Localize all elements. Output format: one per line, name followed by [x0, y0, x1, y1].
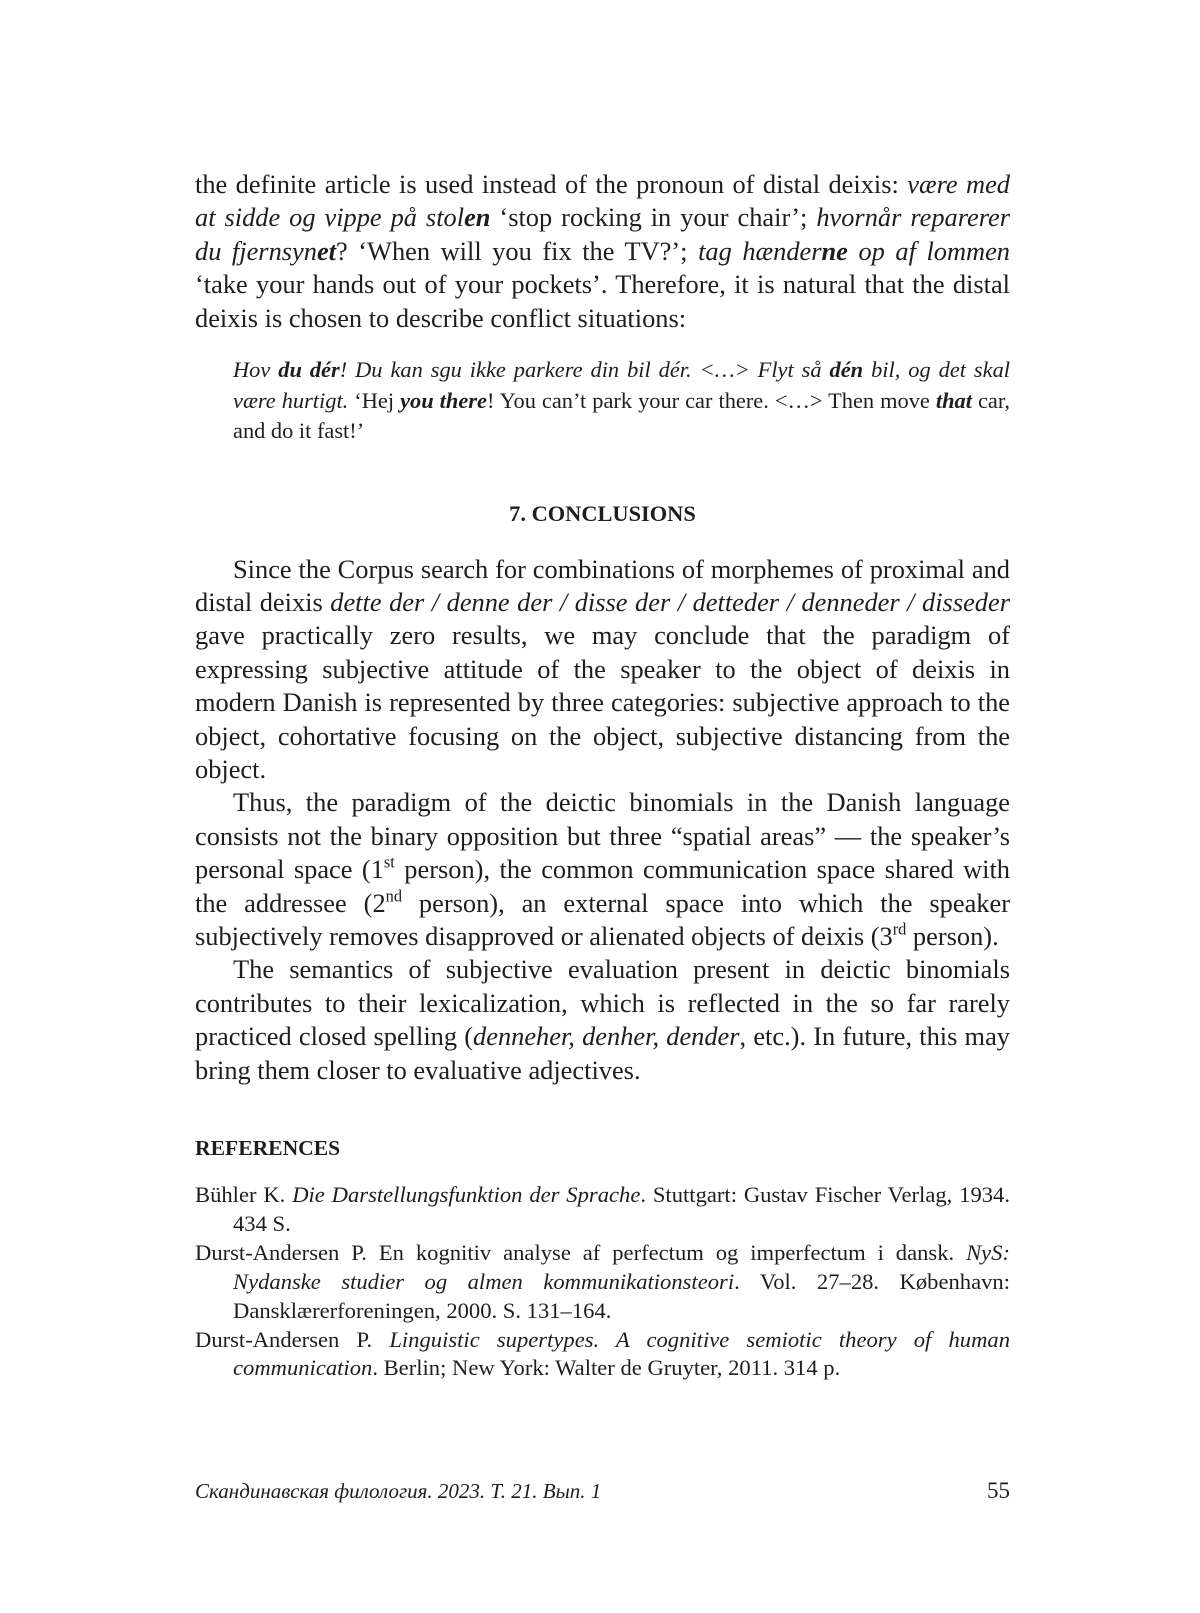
text-run: Durst-Andersen P. En kognitiv analyse af perfectum og imperfectum i dansk. [195, 1239, 967, 1265]
text-run: ! You can’t park your car there. <…> Then move [486, 387, 936, 413]
text-run: bil, og det skal være hurtigt. [233, 357, 1010, 413]
page-footer [195, 1476, 1010, 1506]
text-run: du dér [278, 357, 340, 383]
text-run: you there [400, 387, 487, 413]
text-run: en [464, 202, 491, 233]
text-run: person). [906, 921, 999, 951]
text-run: Since the Corpus search for combinations of morphemes of proximal and distal deixis [195, 553, 1010, 617]
text-run: . Berlin; New York: Walter de Gruyter, 2011. 314 p. [372, 1355, 841, 1381]
text-run: NyS: Nydanske studier og almen kommunikationsteori [233, 1239, 1010, 1294]
reference-item [195, 1181, 1010, 1239]
example-quote [233, 355, 1010, 447]
text-run: denneher, denher, dender [473, 1021, 740, 1052]
text-run: car, and do it fast!’ [233, 387, 1010, 444]
conclusion-paragraph-3 [195, 953, 1010, 1087]
text-run: person), the common communication space shared with the addressee (2 [195, 854, 1010, 918]
text-run: Hov [233, 357, 279, 383]
section-heading: 7. CONCLUSIONS [509, 500, 696, 526]
text-run: Die Darstellungsfunktion der Sprache [292, 1182, 641, 1208]
text-run: The semantics of subjective evaluation present in deictic binomials contributes to their lexicalization, which is reflected in the so far rarely practiced closed spelling ( [195, 954, 1010, 1052]
text-run: . Vol. 27–28. København: Dansklærerforeningen, 2000. S. 131–164. [233, 1268, 1010, 1323]
page-number: 55 [987, 1478, 1010, 1503]
text-run: tag hænder [698, 235, 822, 266]
text-run: Linguistic supertypes. A cognitive semiotic theory of human communication [233, 1326, 1010, 1381]
references-list [195, 1181, 1010, 1383]
superscript: nd [385, 885, 402, 905]
text-run: ? ‘When will you fix the TV?’; [336, 235, 699, 266]
reference-item [195, 1239, 1010, 1326]
text-run: ne [821, 235, 848, 266]
journal-citation: Скандинавская филология. 2023. Т. 21. Вып. 1 [195, 1479, 602, 1503]
text-run: dette der / denne der / disse der / detteder / denneder / disseder [330, 586, 1010, 617]
text-run: Thus, the paradigm of the deictic binomials in the Danish language consists not the binary opposition but three “spatial areas” — the speaker’s personal space (1 [195, 787, 1010, 885]
text-run: person), an external space into which the speaker subjectively removes disapproved or alienated objects of deixis (3 [195, 887, 1010, 951]
text-run: gave practically zero results, we may conclude that the paradigm of expressing subjective attitude of the speaker to the object of deixis in modern Danish is represented by three categories: subjective approach to the object, cohortative focusing on the object, subjective distancing from the object. [195, 620, 1010, 784]
references-heading: REFERENCES [195, 1136, 341, 1161]
text-run: hvornår reparerer du fjernsyn [195, 202, 1010, 266]
text-run: et [316, 235, 337, 266]
text-run: ‘stop rocking in your chair’; [490, 202, 817, 233]
text-run: op af lommen [847, 235, 1011, 266]
text-run: Bühler K. [195, 1182, 293, 1208]
text-run: that [935, 387, 972, 413]
text-run: the definite article is used instead of the pronoun of distal deixis: [195, 169, 908, 199]
text-run: ‘take your hands out of your pockets’. Therefore, it is natural that the distal deixis is chosen to describe conflict situations: [195, 269, 1010, 333]
text-run: ‘Hej [348, 387, 401, 413]
text-run: , etc.). In future, this may bring them closer to evaluative adjectives. [195, 1021, 1010, 1085]
intro-paragraph [195, 168, 1010, 335]
reference-item [195, 1326, 1010, 1384]
page-body [195, 168, 1010, 1383]
text-run: ! Du kan sgu ikke parkere din bil dér. <…> Flyt så [339, 357, 830, 383]
text-run: dén [829, 357, 864, 383]
text-run: være med at sidde og vippe på stol [195, 169, 1010, 233]
conclusion-paragraph-2 [195, 786, 1010, 953]
text-run: Durst-Andersen P. [195, 1326, 390, 1352]
superscript: st [383, 852, 395, 872]
conclusion-paragraph-1 [195, 553, 1010, 787]
text-run: . Stuttgart: Gustav Fischer Verlag, 1934. 434 S. [233, 1182, 1010, 1236]
superscript: rd [892, 919, 907, 939]
